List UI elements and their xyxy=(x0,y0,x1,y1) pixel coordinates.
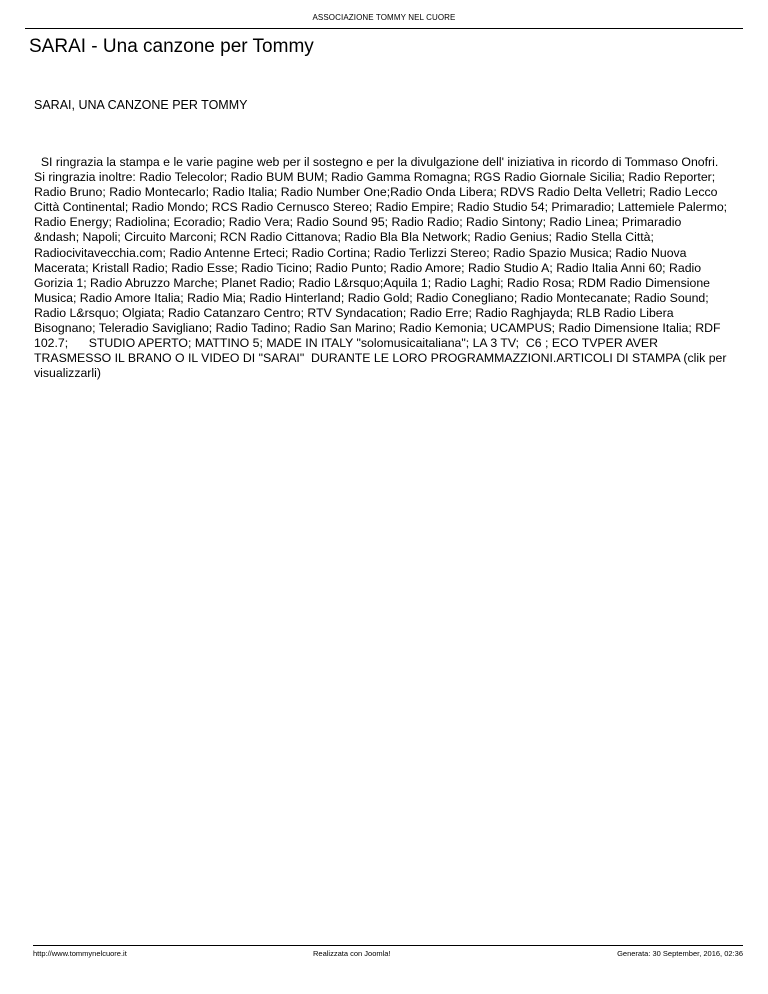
article-title: SARAI - Una canzone per Tommy xyxy=(29,36,314,57)
footer-generated-date: Generata: 30 September, 2016, 02:36 xyxy=(617,949,743,958)
article-body: SI ringrazia la stampa e le varie pagine web per il sostegno e per la divulgazione dell' iniziativa in ricordo di Tommaso Onofri. Si ringrazia inoltre: Radio Telecolor; Radio BUM BUM; Radio Gamma Romagna; RGS Radio Giornale Sicilia; Radio Reporter; Radio Bruno; Radio Montecarlo; Radio Italia; Radio Number One;Radio Onda Libera; RDVS Radio Delta Velletri; Radio Lecco Città Continental; Radio Mondo; RCS Radio Cernusco Stereo; Radio Empire; Radio Studio 54; Primaradio; Lattemiele Palermo; Radio Energy; Radiolina; Ecoradio; Radio Vera; Radio Sound 95; Radio Radio; Radio Sintony; Radio Linea; Primaradio &ndash; Napoli; Circuito Marconi; RCN Radio Cittanova; Radio Bla Bla Network; Radio Genius; Radio Stella Città; Radiocivitavecchia.com; Radio Antenne Erteci; Radio Cortina; Radio Terlizzi Stereo; Radio Spazio Musica; Radio Nuova Macerata; Kristall Radio; Radio Esse; Radio Ticino; Radio Punto; Radio Amore; Radio Studio A; Radio Italia Anni 60; Radio Gorizia 1; Radio Abruzzo Marche; Planet Radio; Radio L&rsquo;Aquila 1; Radio Laghi; Radio Rosa; RDM Radio Dimensione Musica; Radio Amore Italia; Radio Mia; Radio Hinterland; Radio Gold; Radio Conegliano; Radio Montecanate; Radio Sound; Radio L&rsquo; Olgiata; Radio Catanzaro Centro; RTV Syndacation; Radio Erre; Radio Raghjayda; RLB Radio Libera Bisognano; Teleradio Savigliano; Radio Tadino; Radio San Marino; Radio Kemonia; UCAMPUS; Radio Dimensione Italia; RDF 102.7; STUDIO APERTO; MATTINO 5; MADE IN ITALY "solomusicaitaliana"; LA 3 TV; C6 ; ECO TVPER AVER TRASMESSO IL BRANO O IL VIDEO DI "SARAI" DURANTE LE LORO PROGRAMMAZZIONI.ARTICOLI DI STAMPA (clik per visualizzarli) xyxy=(34,155,753,381)
footer-divider xyxy=(33,945,743,946)
section-heading: SARAI, UNA CANZONE PER TOMMY xyxy=(34,98,248,112)
header-divider xyxy=(25,28,743,29)
page-header-site-name: ASSOCIAZIONE TOMMY NEL CUORE xyxy=(312,13,456,22)
footer-site-url[interactable]: http://www.tommynelcuore.it xyxy=(33,949,127,958)
footer-credit: Realizzata con Joomla! xyxy=(313,949,391,958)
